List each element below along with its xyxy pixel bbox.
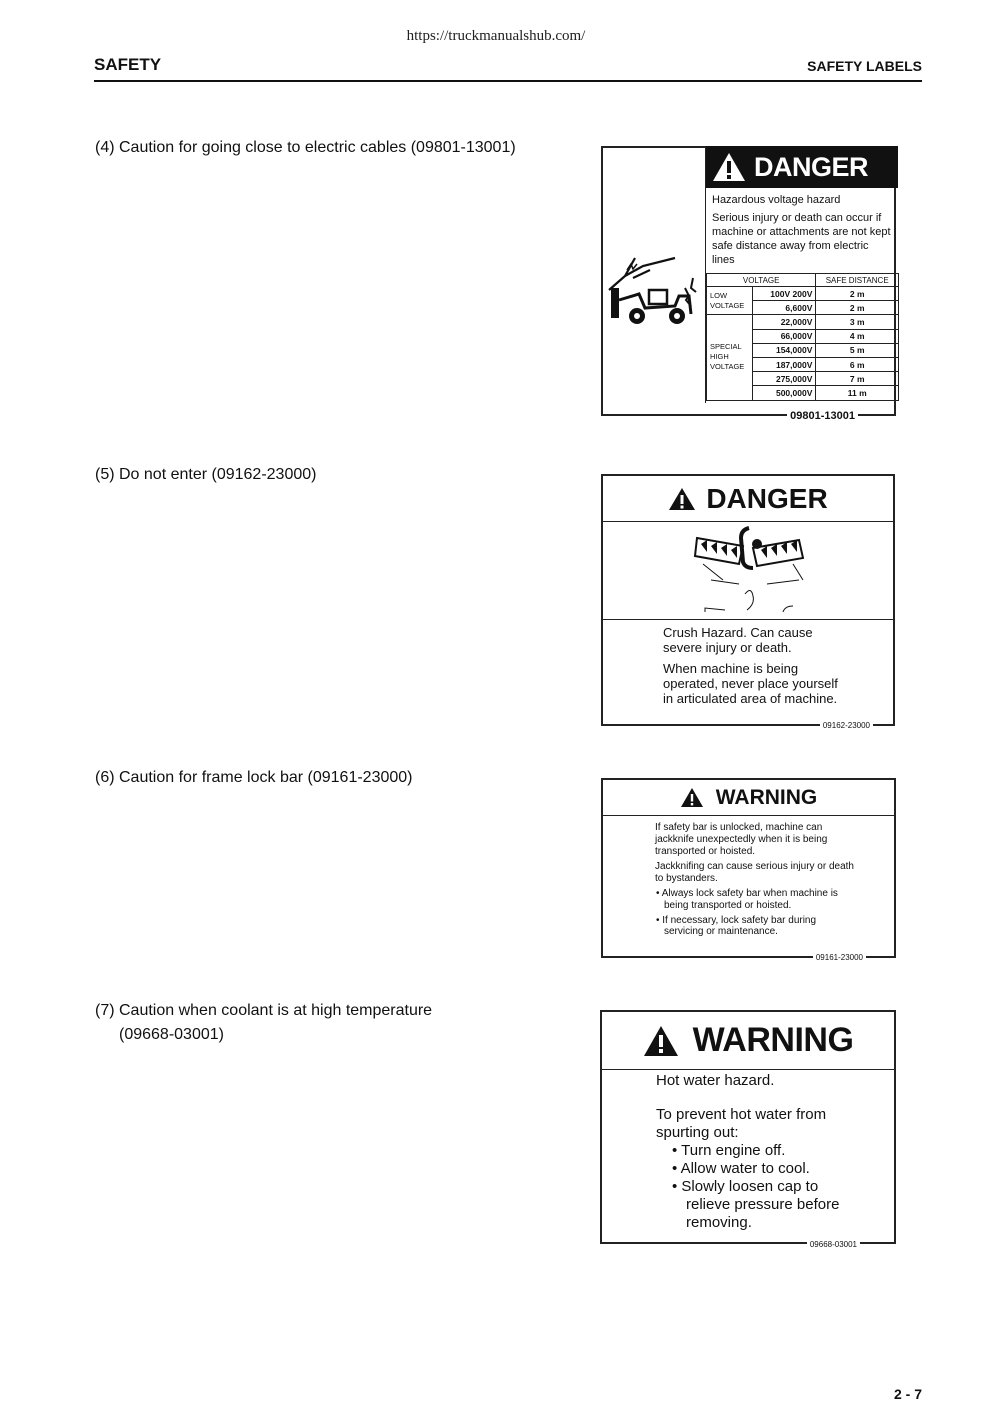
- table-cell: 4 m: [816, 329, 899, 343]
- label-divider: [603, 619, 893, 620]
- item-7-caption-line1: (7) Caution when coolant is at high temperature: [95, 1002, 433, 1019]
- voltage-distance-table: [706, 273, 899, 401]
- danger-banner: [706, 146, 898, 188]
- hazard-body: Jackknifing can cause serious injury or death to bystanders.: [655, 861, 854, 885]
- hazard-title: Hot water hazard.: [656, 1072, 775, 1089]
- category-high: SPECIAL HIGH VOLTAGE: [707, 315, 753, 400]
- item-7-caption: [95, 999, 432, 1047]
- signal-word: WARNING: [715, 785, 818, 809]
- col-voltage: VOLTAGE: [707, 274, 816, 287]
- label-code: 09668-03001: [807, 1240, 860, 1249]
- warning-triangle-icon: [680, 787, 704, 808]
- label-electric-cables: [601, 146, 896, 422]
- item-5-caption: (5) Do not enter (09162-23000): [95, 466, 317, 483]
- table-cell: 11 m: [816, 386, 899, 400]
- danger-banner: [603, 476, 893, 522]
- crush-hazard-illustration: [683, 524, 823, 616]
- instruction-item: • If necessary, lock safety bar during servicing or maintenance.: [656, 914, 817, 938]
- instruction-item: • Allow water to cool.: [672, 1160, 810, 1177]
- item-6-caption: (6) Caution for frame lock bar (09161-23000): [95, 769, 413, 786]
- table-cell: 3 m: [816, 315, 899, 329]
- signal-word: WARNING: [692, 1021, 854, 1059]
- loader-power-line-illustration: [605, 248, 701, 328]
- label-hot-coolant: [600, 1010, 896, 1249]
- warning-banner: [603, 780, 894, 816]
- table-cell: 100V 200V: [753, 287, 816, 301]
- label-frame-lock-bar: [601, 778, 896, 962]
- table-cell: 22,000V: [753, 315, 816, 329]
- table-cell: 187,000V: [753, 357, 816, 371]
- label-electric-panel: [705, 146, 898, 403]
- table-cell: 6,600V: [753, 301, 816, 315]
- table-cell: 6 m: [816, 357, 899, 371]
- hazard-body: When machine is being operated, never place yourself in articulated area of machine.: [663, 661, 838, 706]
- page-number: 2 - 7: [893, 1386, 922, 1402]
- table-cell: 7 m: [816, 372, 899, 386]
- instruction-item: • Always lock safety bar when machine is being transported or hoisted.: [656, 887, 838, 911]
- hazard-title: Crush Hazard. Can cause severe injury or death.: [663, 625, 813, 655]
- label-code: 09801-13001: [787, 410, 858, 422]
- hazard-body: To prevent hot water from spurting out:: [656, 1106, 827, 1141]
- category-low: LOW VOLTAGE: [707, 287, 753, 315]
- item-4-caption: (4) Caution for going close to electric cables (09801-13001): [95, 139, 516, 156]
- hazard-title: If safety bar is unlocked, machine can jackknife unexpectedly when it is being transported or hoisted.: [655, 822, 828, 857]
- instruction-item: • Turn engine off.: [672, 1142, 786, 1159]
- table-cell: 500,000V: [753, 386, 816, 400]
- col-distance: SAFE DISTANCE: [816, 274, 899, 287]
- hazard-title: Hazardous voltage hazard: [712, 194, 841, 206]
- table-cell: 154,000V: [753, 343, 816, 357]
- signal-word: DANGER: [754, 151, 869, 182]
- item-7-caption-line2: (09668-03001): [119, 1026, 224, 1043]
- table-cell: 66,000V: [753, 329, 816, 343]
- table-cell: 2 m: [816, 301, 899, 315]
- warning-triangle-icon: [668, 487, 696, 511]
- signal-word: DANGER: [706, 482, 828, 514]
- warning-triangle-icon: [712, 152, 746, 182]
- warning-triangle-icon: [643, 1025, 679, 1057]
- label-do-not-enter: [601, 474, 895, 730]
- warning-banner: [602, 1012, 894, 1070]
- header-rule: [94, 80, 922, 82]
- label-code: 09162-23000: [820, 721, 873, 730]
- header-topic: SAFETY LABELS: [807, 58, 922, 74]
- hazard-body: Serious injury or death can occur if machine or attachments are not kept safe distance away from electric lines: [712, 212, 891, 266]
- table-cell: 2 m: [816, 287, 899, 301]
- header-section: SAFETY: [94, 55, 162, 74]
- table-cell: 5 m: [816, 343, 899, 357]
- source-url[interactable]: https://truckmanualshub.com/: [406, 28, 586, 44]
- label-code: 09161-23000: [813, 953, 866, 962]
- table-cell: 275,000V: [753, 372, 816, 386]
- instruction-item: • Slowly loosen cap to relieve pressure before removing.: [672, 1178, 840, 1231]
